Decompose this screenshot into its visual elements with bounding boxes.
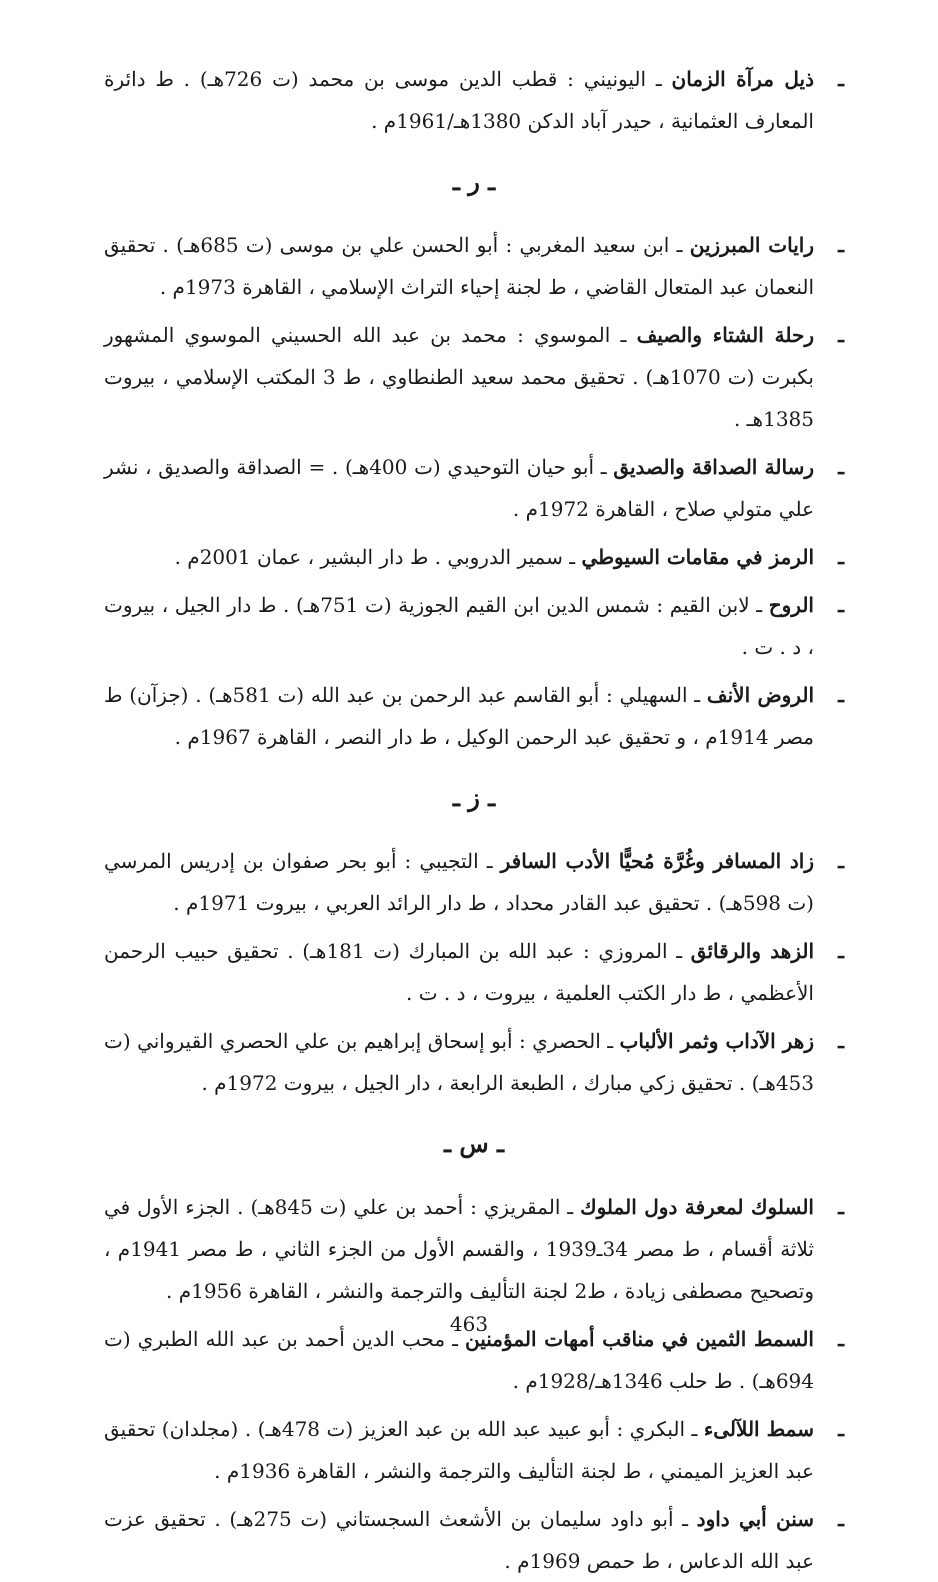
bibliography-entry bbox=[104, 674, 844, 758]
entry-dash: ـ bbox=[838, 939, 844, 963]
entry-text: ـ أبو حيان التوحيدي (ت 400هـ) . = الصداقة والصديق ، نشر علي متولي صلاح ، القاهرة 1972م . bbox=[104, 455, 814, 521]
entry-dash: ـ bbox=[838, 233, 844, 257]
entry-text: ـ الموسوي : محمد بن عبد الله الحسيني الموسوي المشهور بكبرت (ت 1070هـ) . تحقيق محمد سعيد الطنطاوي ، ط 3 المكتب الإسلامي ، بيروت 1385هـ . bbox=[104, 323, 814, 431]
entry-title: السمط الثمين في مناقب أمهات المؤمنين bbox=[465, 1327, 814, 1351]
entry-title: رسالة الصداقة والصديق bbox=[613, 455, 814, 479]
bibliography-section bbox=[104, 1116, 844, 1582]
entry-title: الزهد والرقائق bbox=[690, 939, 815, 963]
entry-dash: ـ bbox=[838, 67, 844, 91]
entry-text: ـ ابن سعيد المغربي : أبو الحسن علي بن موسى (ت 685هـ) . تحقيق النعمان عبد المتعال القاضي ، ط لجنة إحياء التراث الإسلامي ، القاهرة 1973م . bbox=[104, 233, 814, 299]
entry-title: السلوك لمعرفة دول الملوك bbox=[580, 1195, 814, 1219]
entry-text: ـ اليونيني : قطب الدين موسى بن محمد (ت 726هـ) . ط دائرة المعارف العثمانية ، حيدر آباد الدكن 1380هـ/1961م . bbox=[104, 67, 814, 133]
bibliography-entry bbox=[104, 930, 844, 1014]
entry-dash: ـ bbox=[838, 1327, 844, 1351]
bibliography-section bbox=[104, 770, 844, 1104]
entry-dash: ـ bbox=[838, 683, 844, 707]
bibliography-section bbox=[104, 154, 844, 758]
entry-dash: ـ bbox=[838, 849, 844, 873]
entry-title: رايات المبرزين bbox=[689, 233, 815, 257]
entry-title: رحلة الشتاء والصيف bbox=[636, 323, 814, 347]
entry-dash: ـ bbox=[838, 1195, 844, 1219]
entry-text: ـ محب الدين أحمد بن عبد الله الطبري (ت 694هـ) . ط حلب 1346هـ/1928م . bbox=[104, 1327, 814, 1393]
bibliography-entry bbox=[104, 58, 844, 142]
entry-title: سنن أبي داود bbox=[696, 1507, 814, 1531]
entry-text: ـ الحصري : أبو إسحاق إبراهيم بن علي الحصري القيرواني (ت 453هـ) . تحقيق زكي مبارك ، الطبعة الرابعة ، دار الجيل ، بيروت 1972م . bbox=[104, 1029, 814, 1095]
entry-text: ـ السهيلي : أبو القاسم عبد الرحمن بن عبد الله (ت 581هـ) . (جزآن) ط مصر 1914م ، و تحقيق عبد الرحمن الوكيل ، ط دار النصر ، القاهرة 1967م . bbox=[104, 683, 814, 749]
bibliography-section bbox=[104, 58, 844, 142]
section-heading: ـ ز ـ bbox=[452, 783, 496, 812]
bibliography-entry bbox=[104, 224, 844, 308]
bibliography-entry bbox=[104, 314, 844, 440]
entry-text: ـ المقريزي : أحمد بن علي (ت 845هـ) . الجزء الأول في ثلاثة أقسام ، ط مصر 34ـ1939 ، والقسم الأول من الجزء الثاني ، ط مصر 1941م ، وتصحيح مصطفى زيادة ، ط2 لجنة التأليف والترجمة والنشر ، القاهرة 1956م . bbox=[104, 1195, 814, 1303]
entry-dash: ـ bbox=[838, 545, 844, 569]
bibliography-entry bbox=[104, 1186, 844, 1312]
entry-dash: ـ bbox=[838, 455, 844, 479]
section-heading: ـ س ـ bbox=[443, 1129, 505, 1158]
entry-dash: ـ bbox=[838, 1507, 844, 1531]
entry-dash: ـ bbox=[838, 323, 844, 347]
entry-text: ـ أبو داود سليمان بن الأشعث السجستاني (ت 275هـ) . تحقيق عزت عبد الله الدعاس ، ط حمص 1969م . bbox=[104, 1507, 814, 1573]
entry-title: ذيل مرآة الزمان bbox=[671, 67, 814, 91]
bibliography-entry bbox=[104, 840, 844, 924]
section-heading: ـ ر ـ bbox=[452, 167, 496, 196]
bibliography-entry bbox=[104, 1498, 844, 1582]
bibliography-entry bbox=[104, 536, 844, 578]
entry-dash: ـ bbox=[838, 593, 844, 617]
entry-title: سمط اللآلىء bbox=[703, 1417, 814, 1441]
bibliography-entry bbox=[104, 446, 844, 530]
bibliography-entry bbox=[104, 1020, 844, 1104]
entry-dash: ـ bbox=[838, 1029, 844, 1053]
entry-title: الروح bbox=[768, 593, 814, 617]
entry-title: الرمز في مقامات السيوطي bbox=[581, 545, 814, 569]
entry-title: زهر الآداب وثمر الألباب bbox=[619, 1029, 814, 1053]
entry-title: الروض الأنف bbox=[706, 683, 814, 707]
entry-text: ـ سمير الدروبي . ط دار البشير ، عمان 2001م . bbox=[174, 545, 582, 569]
entry-text: ـ المروزي : عبد الله بن المبارك (ت 181هـ) . تحقيق حبيب الرحمن الأعظمي ، ط دار الكتب العلمية ، بيروت ، د . ت . bbox=[104, 939, 814, 1005]
entry-dash: ـ bbox=[838, 1417, 844, 1441]
entry-text: ـ التجيبي : أبو بحر صفوان بن إدريس المرسي (ت 598هـ) . تحقيق عبد القادر محداد ، ط دار الرائد العربي ، بيروت 1971م . bbox=[104, 849, 814, 915]
bibliography-entry bbox=[104, 584, 844, 668]
entry-title: زاد المسافر وغُرَّة مُحيًّا الأدب السافر bbox=[500, 849, 814, 873]
entry-text: ـ لابن القيم : شمس الدين ابن القيم الجوزية (ت 751هـ) . ط دار الجيل ، بيروت ، د . ت . bbox=[104, 593, 814, 659]
bibliography-entry bbox=[104, 1408, 844, 1492]
entry-text: ـ البكري : أبو عبيد عبد الله بن عبد العزيز (ت 478هـ) . (مجلدان) تحقيق عبد العزيز الميمني ، ط لجنة التأليف والترجمة والنشر ، القاهرة 1936م . bbox=[104, 1417, 814, 1483]
page-number: 463 bbox=[449, 1312, 489, 1336]
